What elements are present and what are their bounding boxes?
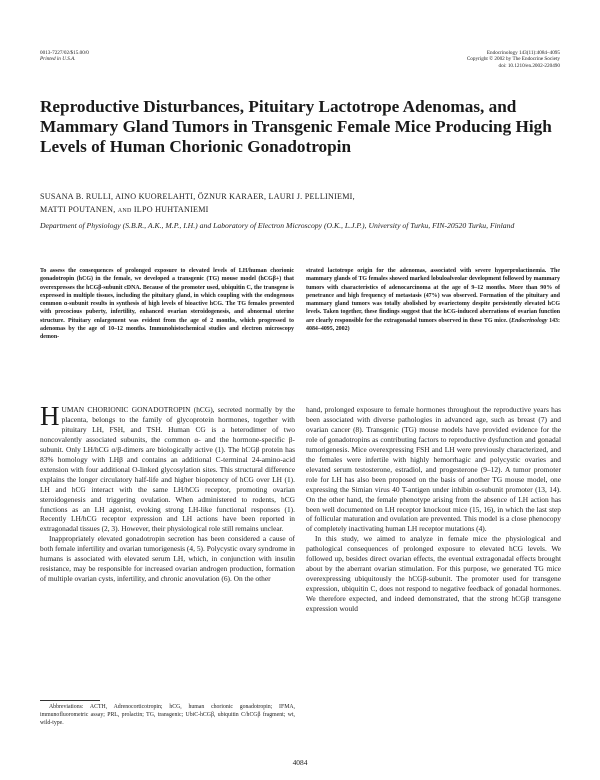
affiliation: Department of Physiology (S.B.R., A.K., M.P., I.H.) and Laboratory of Electron Microscopy (O.K., L.J.P.), University of Turku, FIN-20520 Turku, Finland xyxy=(40,221,515,230)
paragraph-2: Inappropriately elevated gonadotropin secretion has been considered a cause of both female infertility and ovarian tumorigenesis (4, 5). Polycystic ovary syndrome in humans is associated with elevated serum LH, which, in conjunction with insulin resistance, may be responsible for increased ovarian androgen production, formation of multiple ovarian cysts, infertility, and chronic anovulation (6). On the other xyxy=(40,534,295,584)
abstract-citation: 143: 4084–4095, 2002) xyxy=(306,317,560,332)
abstract-left-column: To assess the consequences of prolonged exposure to elevated levels of LH/human chorionic gonadotropin (hCG) in the female, we developed a transgenic (TG) mouse model (hCGβ+) that overexpresses the hCGβ-subunit cDNA. Because of the promoter used, ubiquitin C, the transgene is expressed in multiple tissues, including the pituitary gland, in which coupling with the endogenous common α-subunit results in synthesis of high levels of bioactive hCG. The TG females presented with precocious puberty, infertility, enhanced ovarian steroidogenesis, and abnormal uterine structure. Pituitary enlargement was evident from the age of 2 months, which progressed to adenomas by the age of 10–12 months. Immunohistochemical studies and electron microscopy demon- xyxy=(40,268,294,340)
author-line-2 xyxy=(40,204,570,217)
journal-citation-line: Endocrinology 143(11):4084–4095 xyxy=(486,50,560,56)
journal-header-left xyxy=(40,50,89,63)
intro-small-caps: UMAN CHORIONIC GONADOTROPIN xyxy=(61,405,191,414)
abbreviations-footnote: Abbreviations: ACTH, Adrenocorticotropin; hCG, human chorionic gonadotropin; IFMA, immunofluorometric assay; PRL, prolactin; TG, transgenic; UbiC-hCGβ, ubiquitin C/hCGβ fragment; wt, wild-type. xyxy=(40,704,295,726)
doi-line: doi: 10.1210/en.2002-220490 xyxy=(498,62,560,69)
page-number: 4084 xyxy=(292,758,308,767)
author-line-1: SUSANA B. RULLI, AINO KUORELAHTI, ÖZNUR KARAER, LAURI J. PELLINIEMI, xyxy=(40,192,355,201)
author-and: and xyxy=(117,204,132,214)
issn-line: 0013-7227/02/$15.00/0 xyxy=(40,50,89,56)
footnote-divider xyxy=(40,700,100,701)
paragraph-intro xyxy=(40,401,296,534)
author-list xyxy=(40,191,570,216)
body-left-column xyxy=(40,401,296,584)
author-matti: MATTI POUTANEN, xyxy=(40,204,116,214)
printed-in-line: Printed in U.S.A. xyxy=(40,56,76,63)
author-ilpo: ILPO HUHTANIEMI xyxy=(133,204,209,214)
body-right-column xyxy=(306,405,561,614)
article-title: Reproductive Disturbances, Pituitary Lactotrope Adenomas, and Mammary Gland Tumors in Transgenic Female Mice Producing High Levels of Human Chorionic Gonadotropin xyxy=(40,97,552,156)
abstract-right-text: strated lactotrope origin for the adenomas, associated with severe hyperprolactinemia. The mammary glands of TG females showed marked lobuloalveolar development followed by mammary tumors with characteristics of adenocarcinoma at the age of 9–12 months. More than 90% of penetrance and high frequency of metastasis (47%) was observed. Formation of the pituitary and mammary gland tumors was totally abolished by ovariectomy despite persistently elevated hCG levels. Taken together, these findings suggest that the hCG-induced aberrations of ovarian function are clearly responsible for the extragonadal tumors observed in these TG mice. ( xyxy=(306,268,560,324)
abstract-journal-name: Endocrinology xyxy=(511,317,548,324)
paragraph-1-text: (hCG), secreted normally by the placenta, belongs to the family of glycoprotein hormones, together with pituitary LH, FSH, and TSH. Human CG is a heterodimer of two noncovalently associated subunits, the common α- and the hormone-specific β-subunit. Only LH/hCG α/β-dimers are biologically active (1). The hCGβ protein has 83% homology with LHβ and contains an additional C-terminal 24-amino-acid extension with four additional O-linked glycosylation sites. This structural difference explains the longer circulatory half-life and higher biopotency of hCG over LH (1). LH and hCG interact with the same LH/hCG receptor, promoting ovarian steroidogenesis and triggering ovulation. When administered to rodents, hCG functions as an LH agonist, evoking strong LH-like functional responses (1). Recently LH/hCG receptor expression and LH actions have been reported in extragonadal tissues (2, 3). However, their physiological role still remains unclear. xyxy=(40,405,296,534)
paragraph-2-continued: hand, prolonged exposure to female hormones throughout the reproductive years has been associated with diverse pathologies in advanced age, such as breast (7) and ovarian cancer (8). Transgenic (TG) mouse models have provided evidence for the role of gonadotropins as contributing factors to reproductive dysfunction and gonadal tumorigenesis. Mice overexpressing FSH and LH were previously characterized, and the females were infertile with highly hemorrhagic and polycystic ovaries and elevated serum testosterone, estradiol, and progesterone (9–12). A tumor promoter role for LH has also been proposed on the basis of another TG mouse model, one expressing the Simian virus 40 T-antigen under inhibin α-subunit promoter (13, 14). On the other hand, the female phenotype arising from the absence of LH action has been well documented on LH receptor knockout mice (15, 16), in which the last step of follicular maturation and ovulation are prevented. This model is a close phenocopy of completely inactivating human LH receptor mutations (4). xyxy=(306,405,561,534)
paragraph-3: In this study, we aimed to analyze in female mice the physiological and pathological consequences of prolonged exposure to elevated hCG levels. We followed up, besides direct ovarian effects, the eventual extragonadal effects brought about by the aberrant ovarian stimulation. For this purpose, we generated TG mice overexpressing ubiquitously the hCGβ-subunit. The promoter used for transgene expression, ubiquitin C, does not respond to negative feedback of gonadal hormones. We therefore expected, and indeed demonstrated, that the strong hCGβ transgene expression would xyxy=(306,534,561,614)
journal-header-right xyxy=(467,50,560,69)
copyright-line: Copyright © 2002 by The Endocrine Society xyxy=(466,56,560,63)
drop-cap: H xyxy=(40,401,60,431)
abstract-right-column xyxy=(306,267,560,333)
